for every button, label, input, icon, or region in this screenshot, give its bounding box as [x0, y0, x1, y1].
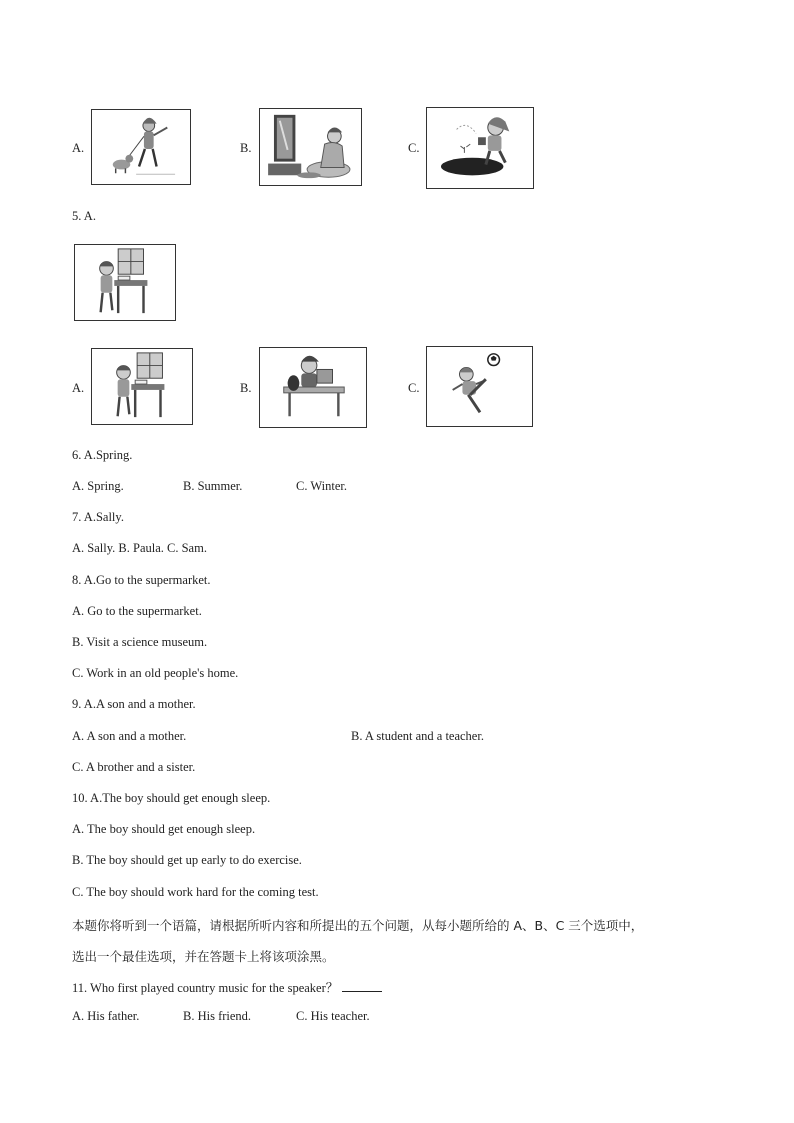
- q5-option-c-label: C.: [408, 381, 420, 395]
- boy-using-laptop-icon[interactable]: [259, 347, 367, 428]
- q4-option-a-label: A.: [72, 141, 85, 155]
- q9-option-b[interactable]: B. A student and a teacher.: [351, 729, 484, 743]
- q11-answer-blank[interactable]: [342, 981, 382, 992]
- q10-answer: 10. A.The boy should get enough sleep.: [72, 791, 271, 805]
- q10-option-c[interactable]: C. The boy should work hard for the coming test.: [72, 885, 319, 899]
- instruction-line-1: 本题你将听到一个语篇，请根据所听内容和所提出的五个问题，从每小题所给的 A、B、C 三个选项中，: [72, 918, 644, 933]
- girl-walking-dog-icon[interactable]: [91, 109, 191, 185]
- q7-answer: 7. A.Sally.: [72, 510, 124, 524]
- q8-option-a[interactable]: A. Go to the supermarket.: [72, 604, 202, 618]
- q7-options[interactable]: A. Sally. B. Paula. C. Sam.: [72, 541, 207, 555]
- instruction-line-2: 选出一个最佳选项，并在答题卡上将该项涂黑。: [72, 949, 335, 964]
- q9-answer: 9. A.A son and a mother.: [72, 697, 196, 711]
- q6-option-c[interactable]: C. Winter.: [296, 479, 348, 493]
- q6-answer: 6. A.Spring.: [72, 448, 133, 462]
- q11-option-c[interactable]: C. His teacher.: [296, 1009, 370, 1023]
- q4-option-b-label: B.: [240, 141, 252, 155]
- q10-option-b[interactable]: B. The boy should get up early to do exercise.: [72, 853, 302, 867]
- q9-option-c[interactable]: C. A brother and a sister.: [72, 760, 196, 774]
- boy-reading-at-desk-icon: [74, 244, 176, 321]
- boy-reading-at-desk-icon[interactable]: [91, 348, 193, 425]
- q11-option-a[interactable]: A. His father.: [72, 1009, 140, 1023]
- q8-answer: 8. A.Go to the supermarket.: [72, 573, 211, 587]
- q6-option-b[interactable]: B. Summer.: [183, 479, 243, 493]
- q5-option-b-label: B.: [240, 381, 252, 395]
- q11-question-row: [72, 978, 382, 996]
- q8-option-c[interactable]: C. Work in an old people's home.: [72, 666, 239, 680]
- girl-watching-tv-icon[interactable]: [259, 108, 362, 186]
- q5-answer: 5. A.: [72, 209, 96, 223]
- boy-kicking-ball-icon[interactable]: [426, 346, 533, 427]
- q10-option-a[interactable]: A. The boy should get enough sleep.: [72, 822, 256, 836]
- q11-option-b[interactable]: B. His friend.: [183, 1009, 252, 1023]
- q4-option-c-label: C.: [408, 141, 420, 155]
- q9-option-a[interactable]: A. A son and a mother.: [72, 729, 187, 743]
- q6-option-a[interactable]: A. Spring.: [72, 479, 124, 493]
- girl-planting-icon[interactable]: [426, 107, 534, 189]
- q11-question: 11. Who first played country music for the speaker？: [72, 981, 339, 995]
- q5-option-a-label: A.: [72, 381, 85, 395]
- q8-option-b[interactable]: B. Visit a science museum.: [72, 635, 208, 649]
